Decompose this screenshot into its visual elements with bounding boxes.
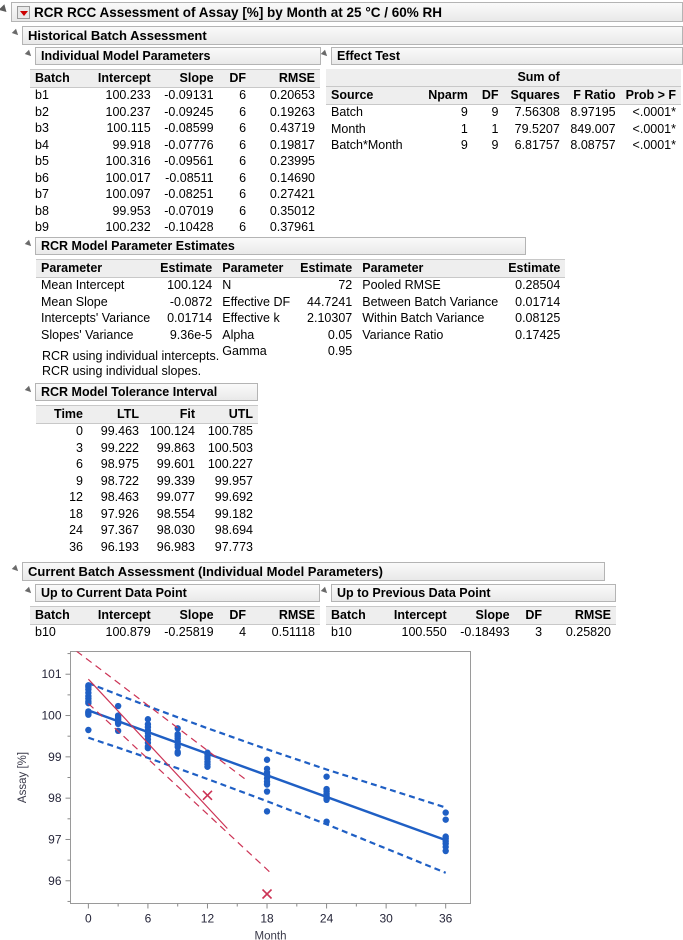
col-source-spacer [326, 69, 415, 87]
cell-time: 24 [69, 523, 83, 537]
cell-squares: 7.56308 [514, 105, 560, 119]
cell-fit: 100.124 [149, 424, 195, 438]
cell-df: 6 [239, 203, 247, 218]
table-row [36, 457, 258, 474]
cell-intercept: 100.316 [105, 154, 151, 168]
col-sum-of: Sum of [503, 69, 564, 87]
cell-intercept: 100.232 [105, 220, 151, 234]
cell-batch: b3 [35, 121, 49, 135]
table-row [30, 187, 320, 204]
col-slope[interactable]: Slope [156, 70, 219, 88]
data-point [175, 750, 181, 756]
cell-utl: 100.503 [207, 440, 253, 455]
cell-utl: 99.692 [214, 490, 253, 504]
cell-intercept: 100.879 [105, 625, 151, 639]
cell-batch: b2 [35, 104, 49, 119]
tolerance-title-bar [35, 383, 258, 401]
rcr-estimates-title: RCR Model Parameter Estimates [41, 239, 235, 253]
col-ltl[interactable]: LTL [88, 406, 144, 424]
cell-est-1: -0.0872 [169, 294, 213, 309]
cell-fratio: 8.08757 [570, 138, 616, 152]
cell-df: 4 [239, 625, 247, 639]
cell-intercept: 100.233 [105, 88, 151, 102]
cell-df: 6 [239, 88, 247, 102]
cell-param-1: Slopes' Variance [41, 327, 134, 342]
cell-time: 9 [76, 473, 83, 488]
current-batch-title: Current Batch Assessment (Individual Model Parameters) [28, 564, 383, 579]
col-df[interactable]: DF [473, 87, 504, 105]
table-row [30, 171, 320, 188]
cell-batch: b5 [35, 154, 49, 168]
cell-param-3 [357, 344, 503, 361]
col-nparm-spacer [415, 69, 472, 87]
cell-fit: 98.030 [156, 523, 195, 537]
cell-utl: 100.785 [207, 424, 253, 438]
current-batch-title-bar [22, 562, 605, 581]
cell-intercept: 100.550 [401, 625, 447, 639]
cell-est-3: 0.01714 [515, 294, 561, 309]
cell-utl: 100.227 [207, 457, 253, 471]
col-df-spacer [473, 69, 504, 87]
cell-est-2: 0.05 [327, 327, 353, 342]
cell-est-1: 0.01714 [167, 311, 213, 325]
effect-test-title: Effect Test [337, 49, 400, 63]
cell-squares: 79.5207 [514, 121, 560, 136]
cell-intercept: 100.115 [106, 121, 151, 135]
cell-batch: b8 [35, 203, 49, 218]
cell-slope: -0.08251 [164, 187, 214, 201]
disclosure-triangle-tolerance[interactable] [25, 386, 33, 394]
cell-slope: -0.07019 [164, 203, 214, 218]
table-row [30, 88, 320, 105]
col-fratio-spacer [565, 69, 621, 87]
assay-vs-month-chart[interactable] [0, 645, 500, 940]
effect-test-table [326, 69, 681, 155]
data-point [442, 816, 448, 822]
y-tick-label: 97 [48, 832, 62, 847]
individual-model-parameters-section [26, 47, 321, 65]
tolerance-title: RCR Model Tolerance Interval [41, 385, 218, 399]
cell-fratio: 849.007 [570, 121, 616, 136]
col-prob-f[interactable]: Prob > F [621, 87, 681, 105]
disclosure-triangle-imp[interactable] [25, 50, 33, 58]
y-tick-label: 100 [41, 708, 62, 723]
col-df[interactable]: DF [219, 70, 251, 88]
table-row [36, 424, 258, 441]
cell-slope: -0.09131 [164, 88, 214, 102]
cell-ltl: 97.926 [100, 506, 139, 521]
cell-rmse: 0.43719 [269, 121, 315, 135]
disclosure-triangle-up-to-current[interactable] [25, 587, 33, 595]
x-tick-label: 30 [379, 911, 393, 926]
red-triangle-menu-icon[interactable] [17, 6, 30, 19]
cell-est-2: 2.10307 [307, 311, 353, 325]
col-fratio[interactable]: F Ratio [565, 87, 621, 105]
cell-ltl: 98.722 [100, 473, 139, 488]
cell-param-1: Mean Intercept [41, 278, 125, 292]
cell-est-2: 44.7241 [307, 294, 353, 309]
col-source[interactable]: Source [326, 87, 415, 105]
data-point [323, 773, 329, 779]
table-row [36, 540, 258, 557]
up-to-previous-title-bar [331, 584, 616, 602]
cell-df: 6 [239, 121, 247, 135]
table-row [326, 625, 616, 642]
cell-rmse: 0.35012 [269, 203, 315, 218]
up-to-previous-data-point-section [322, 584, 616, 602]
cell-time: 36 [69, 539, 83, 554]
rcr-note-intercepts: RCR using individual intercepts. [42, 349, 220, 363]
table-row [30, 105, 320, 122]
x-tick-label: 12 [200, 911, 215, 926]
rcr-model-parameter-estimates-section [26, 237, 526, 255]
col-squares[interactable]: Squares [503, 87, 564, 105]
table-row [36, 474, 258, 491]
cell-source: Batch*Month [331, 138, 403, 152]
data-point [264, 757, 270, 763]
col-batch[interactable]: Batch [30, 70, 79, 88]
table-row [36, 328, 565, 345]
cell-param-2: Effective k [222, 311, 280, 325]
col-parameter-2[interactable]: Parameter [217, 260, 295, 278]
cell-prob[interactable]: <.0001* [632, 121, 676, 136]
cell-df: 9 [491, 105, 499, 119]
y-axis-label: Assay [%] [17, 751, 29, 804]
disclosure-triangle-rcr-estimates[interactable] [25, 240, 33, 248]
cell-est-1: 9.36e-5 [169, 327, 213, 342]
table-row [36, 295, 565, 312]
cell-df: 6 [239, 220, 247, 234]
disclosure-triangle-report[interactable] [0, 4, 9, 15]
disclosure-triangle-current-batch[interactable] [12, 565, 20, 573]
x-tick-label: 18 [260, 911, 274, 926]
cell-time: 0 [76, 424, 83, 438]
imp-title: Individual Model Parameters [41, 49, 211, 63]
table-header-row [30, 607, 320, 625]
x-tick-label: 24 [319, 911, 334, 926]
cell-utl: 99.957 [214, 473, 253, 488]
rcr-model-tolerance-interval-table [36, 405, 258, 556]
cell-param-3: Within Batch Variance [362, 311, 485, 325]
cell-rmse: 0.19263 [269, 104, 315, 119]
cell-df: 6 [239, 137, 247, 152]
table-row [30, 220, 320, 237]
report-outline-root [0, 2, 683, 22]
rcr-estimates-title-bar [35, 237, 526, 255]
historical-title: Historical Batch Assessment [28, 28, 207, 43]
cell-prob[interactable]: <.0001* [632, 138, 676, 152]
cell-param-2: Effective DF [222, 294, 291, 309]
col-prob-spacer [621, 69, 681, 87]
col-slope[interactable]: Slope [156, 607, 219, 625]
cell-est-2: 72 [338, 278, 353, 292]
table-row [36, 278, 565, 295]
table-row [326, 122, 681, 139]
cell-slope: -0.18493 [460, 625, 510, 639]
col-slope[interactable]: Slope [452, 607, 515, 625]
table-row [36, 507, 258, 524]
x-tick-label: 0 [85, 911, 92, 926]
cell-df: 6 [239, 154, 247, 168]
cell-time: 12 [69, 490, 83, 504]
cell-batch: b10 [331, 625, 352, 639]
cell-fit: 99.339 [156, 473, 195, 488]
up-to-previous-data-point-table [326, 606, 616, 642]
cell-slope: -0.09561 [164, 154, 214, 168]
cell-fit: 98.554 [156, 506, 195, 521]
cell-squares: 6.81757 [514, 138, 560, 152]
col-rmse[interactable]: RMSE [251, 70, 320, 88]
cell-slope: -0.07776 [164, 137, 214, 152]
up-to-current-title: Up to Current Data Point [41, 586, 187, 600]
table-row [30, 154, 320, 171]
y-tick-label: 98 [48, 791, 62, 806]
cell-rmse: 0.23995 [269, 154, 315, 168]
cell-fit: 96.983 [156, 539, 195, 554]
cell-rmse: 0.14690 [269, 170, 315, 185]
y-tick-label: 96 [48, 873, 62, 888]
cell-source: Batch [331, 105, 363, 119]
cell-est-3: 0.28504 [515, 278, 561, 292]
disclosure-triangle-effect-test[interactable] [321, 50, 329, 58]
individual-model-parameters-table [30, 69, 320, 237]
table-row [326, 105, 681, 122]
cell-est-3: 0.08125 [515, 311, 561, 325]
cell-param-1: Intercepts' Variance [41, 311, 151, 325]
cell-nparm: 1 [460, 121, 468, 136]
table-row [30, 121, 320, 138]
cell-fit: 99.077 [156, 490, 195, 504]
y-tick-label: 99 [48, 749, 62, 764]
cell-param-3: Variance Ratio [362, 327, 444, 342]
cell-ltl: 98.463 [100, 490, 139, 504]
cell-rmse: 0.19817 [269, 137, 315, 152]
table-header-row [326, 607, 616, 625]
cell-utl: 99.182 [214, 506, 253, 521]
cell-batch: b6 [35, 170, 49, 185]
data-point [264, 781, 270, 787]
table-row [30, 138, 320, 155]
y-tick-label: 101 [41, 667, 62, 682]
chart-background [0, 645, 500, 940]
cell-time: 18 [69, 506, 83, 521]
cell-slope: -0.25819 [164, 625, 214, 639]
cell-rmse: 0.27421 [269, 187, 315, 201]
col-df[interactable]: DF [515, 607, 547, 625]
cell-intercept: 100.237 [105, 104, 151, 119]
cell-df: 1 [491, 121, 499, 136]
up-to-current-title-bar [35, 584, 320, 602]
col-utl[interactable]: UTL [200, 406, 258, 424]
cell-batch: b10 [35, 625, 56, 639]
page-title: RCR RCC Assessment of Assay [%] by Month at 25 °C / 60% RH [34, 4, 442, 20]
cell-nparm: 9 [460, 105, 468, 119]
cell-ltl: 99.222 [100, 440, 139, 455]
cell-ltl: 96.193 [100, 539, 139, 554]
cell-df: 6 [239, 104, 247, 119]
cell-intercept: 99.953 [112, 203, 151, 218]
up-to-current-data-point-section [26, 584, 320, 602]
col-intercept[interactable]: Intercept [375, 607, 452, 625]
cell-source: Month [331, 121, 366, 136]
cell-param-1: Mean Slope [41, 294, 108, 309]
cell-utl: 97.773 [214, 539, 253, 554]
table-row [36, 441, 258, 458]
cell-param-3: Pooled RMSE [362, 278, 441, 292]
cell-param-2: Alpha [222, 327, 255, 342]
data-point [442, 809, 448, 815]
disclosure-triangle-historical[interactable] [12, 29, 20, 37]
cell-slope: -0.09245 [164, 104, 214, 119]
table-header-row [36, 406, 258, 424]
cell-intercept: 100.097 [105, 187, 151, 201]
x-tick-label: 36 [439, 911, 453, 926]
historical-title-bar [22, 26, 683, 45]
cell-est-3: 0.17425 [515, 327, 561, 342]
cell-slope: -0.08599 [164, 121, 214, 135]
cell-param-3: Between Batch Variance [362, 294, 499, 309]
cell-batch: b1 [35, 88, 49, 102]
col-estimate-2[interactable]: Estimate [295, 260, 357, 278]
cell-param-2: Gamma [222, 344, 267, 358]
cell-slope: -0.08511 [165, 170, 214, 185]
chart-svg[interactable] [0, 645, 500, 940]
x-tick-label: 6 [144, 911, 152, 926]
col-intercept[interactable]: Intercept [79, 70, 156, 88]
cell-ltl: 99.463 [100, 424, 139, 438]
effect-test-section [322, 47, 683, 65]
cell-param-2: N [222, 278, 232, 292]
disclosure-triangle-up-to-previous[interactable] [321, 587, 329, 595]
cell-est-1: 100.124 [167, 278, 213, 292]
cell-utl: 98.694 [214, 523, 253, 537]
col-rmse[interactable]: RMSE [251, 607, 320, 625]
cell-est-2: 0.95 [327, 344, 353, 358]
cell-fit: 99.601 [156, 457, 195, 471]
table-row [326, 138, 681, 155]
col-batch[interactable]: Batch [326, 607, 375, 625]
cell-df: 9 [491, 138, 499, 152]
table-row [36, 490, 258, 507]
cell-rmse: 0.51118 [271, 625, 315, 639]
table-header-row [36, 260, 565, 278]
col-df[interactable]: DF [219, 607, 251, 625]
cell-est-3 [503, 344, 565, 361]
cell-df: 6 [239, 170, 247, 185]
imp-title-bar [35, 47, 321, 65]
cell-time: 3 [76, 440, 83, 455]
table-row [30, 204, 320, 221]
cell-rmse: 0.25820 [565, 625, 611, 639]
col-nparm[interactable]: Nparm [415, 87, 472, 105]
cell-batch: b4 [35, 137, 49, 152]
up-to-current-data-point-table [30, 606, 320, 642]
up-to-previous-title: Up to Previous Data Point [337, 586, 491, 600]
col-batch[interactable]: Batch [30, 607, 79, 625]
cell-prob[interactable]: <.0001* [632, 105, 676, 119]
cell-fit: 99.863 [156, 440, 195, 455]
current-batch-assessment-section [13, 562, 605, 581]
col-parameter-1[interactable]: Parameter [36, 260, 155, 278]
cell-rmse: 0.20653 [269, 88, 315, 102]
cell-df: 6 [239, 187, 247, 201]
effect-test-title-bar [331, 47, 683, 65]
col-time[interactable]: Time [36, 406, 88, 424]
cell-intercept: 100.017 [105, 170, 151, 185]
rcr-model-parameter-estimates-table [36, 259, 565, 361]
cell-slope: -0.10428 [164, 220, 214, 234]
table-header-row [326, 87, 681, 105]
historical-batch-assessment-section [13, 26, 683, 45]
table-header-row [30, 70, 320, 88]
col-rmse[interactable]: RMSE [547, 607, 616, 625]
table-row [36, 523, 258, 540]
table-row [30, 625, 320, 642]
report-title-bar [11, 2, 683, 22]
table-header-row-top [326, 69, 681, 87]
data-point [264, 808, 270, 814]
cell-ltl: 97.367 [100, 523, 139, 537]
rcr-model-tolerance-interval-section [26, 383, 258, 401]
cell-fratio: 8.97195 [570, 105, 616, 119]
col-intercept[interactable]: Intercept [79, 607, 156, 625]
data-point [85, 727, 91, 733]
cell-ltl: 98.975 [100, 457, 139, 471]
col-fit[interactable]: Fit [144, 406, 200, 424]
table-row [36, 311, 565, 328]
cell-intercept: 99.918 [112, 137, 151, 152]
data-point [442, 848, 448, 854]
cell-batch: b7 [35, 187, 49, 201]
cell-batch: b9 [35, 220, 49, 234]
rcr-note-slopes: RCR using individual slopes. [42, 364, 202, 378]
col-parameter-3[interactable]: Parameter [357, 260, 503, 278]
data-point [264, 788, 270, 794]
cell-rmse: 0.37961 [269, 220, 315, 234]
cell-nparm: 9 [460, 138, 468, 152]
x-axis-label: Month [254, 930, 287, 940]
cell-time: 6 [76, 457, 83, 471]
data-point [204, 764, 210, 770]
col-estimate-1[interactable]: Estimate [155, 260, 217, 278]
col-estimate-3[interactable]: Estimate [503, 260, 565, 278]
cell-df: 3 [535, 625, 543, 639]
